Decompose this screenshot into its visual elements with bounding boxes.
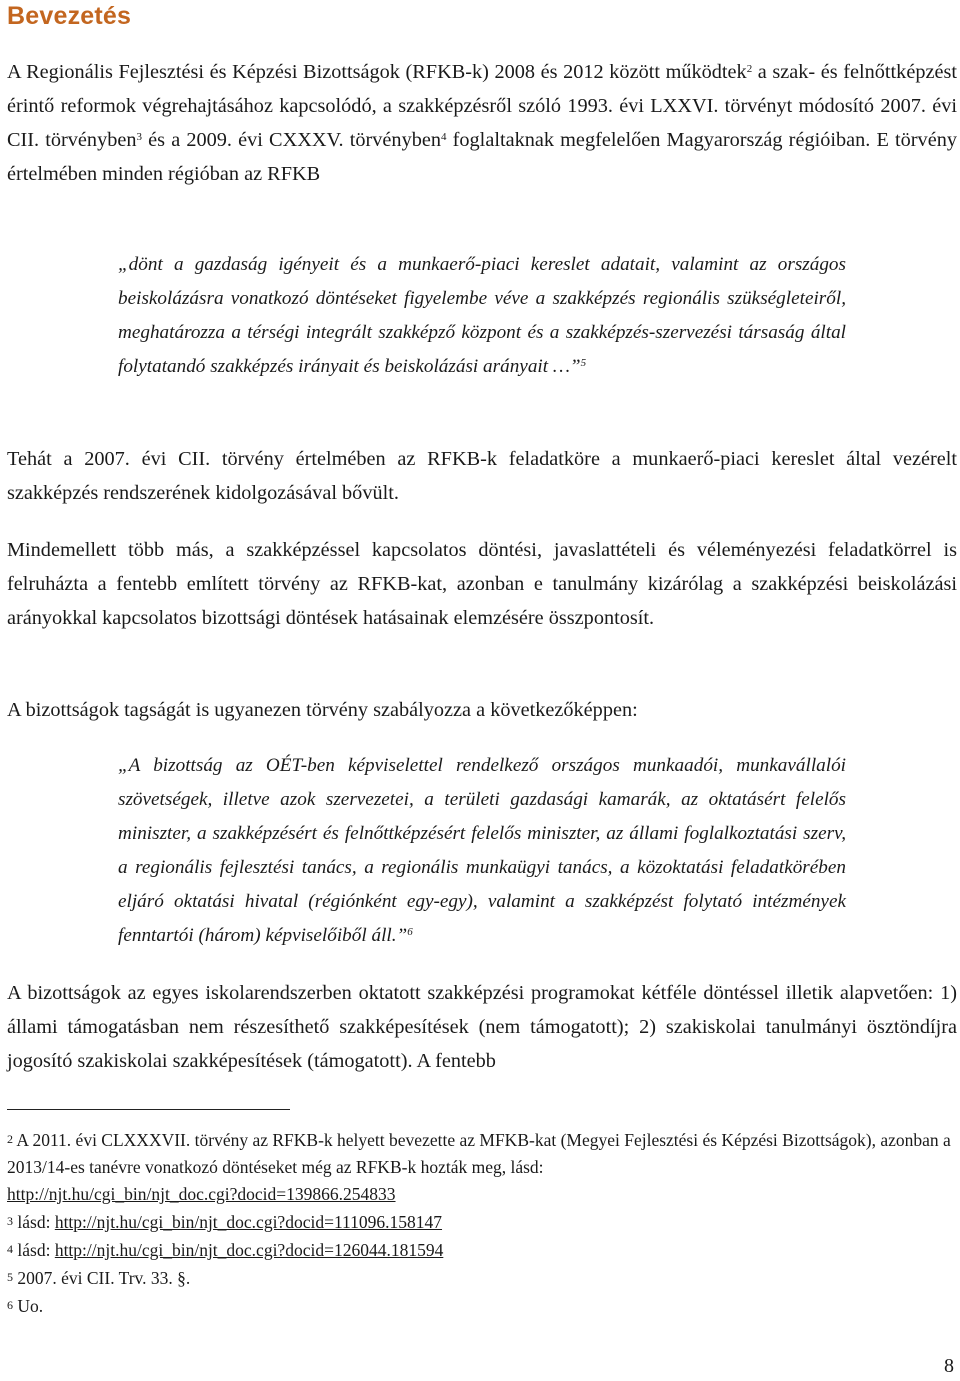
paragraph-2: Tehát a 2007. évi CII. törvény értelmében az RFKB-k feladatköre a munkaerő-piaci kereslet által vezérelt szakképzés rendszerének kidolgozásával bővült. [7, 448, 957, 504]
footnote-number: 4 [7, 1242, 13, 1256]
footnote-number: 6 [7, 1298, 13, 1312]
section-heading: Bevezetés [7, 2, 132, 30]
intro-text-c: és a 2009. évi CXXXV. törvényben [142, 129, 441, 151]
page-number: 8 [944, 1355, 954, 1377]
footnote-ref-6[interactable]: 6 [407, 926, 413, 938]
footnote-text: A 2011. évi CLXXXVII. törvény az RFKB-k helyett bevezette az MFKB-kat (Megyei Fejlesztési és Képzési Bizottságok), azonban a 2013/14-es tanévre vonatkozó döntéseket még az RFKB-k hozták meg, lásd: [7, 1130, 951, 1177]
quote-2-text: „A bizottság az OÉT-ben képviselettel rendelkező országos munkaadói, munkavállalói szövetségek, illetve azok szervezetei, a területi gazdasági kamarák, az oktatásért felelős miniszter, a szakképzésért és felnőttképzésért felelős miniszter, az állami foglalkoztatási szerv, a regionális fejlesztési tanács, a regionális munkaügyi tanács, a közoktatási feladatkörében eljáró oktatási hivatal (régiónként egy-egy), valamint a szakképzést folytató intézmények fenntartói (három) képviselőiből áll.” [118, 755, 846, 946]
paragraph-4: A bizottságok tagságát is ugyanezen törvény szabályozza a következőképpen: [7, 699, 638, 721]
footnote-link[interactable]: http://njt.hu/cgi_bin/njt_doc.cgi?docid=139866.254833 [7, 1184, 396, 1204]
quote-1-text: „dönt a gazdaság igényeit és a munkaerő-piaci kereslet adatait, valamint az országos beiskolázásra vonatkozó döntéseket figyelembe véve a szakképzés regionális szükségleteiről, meghatározza a térségi integrált szakképző központ és a szakképzés-szervezési társaság által folytatandó szakképzés irányait és beiskolázási arányait …” [118, 254, 846, 377]
footnote-text: 2007. évi CII. Trv. 33. §. [13, 1268, 191, 1288]
footnote-number: 2 [7, 1132, 13, 1146]
footnote-link[interactable]: http://njt.hu/cgi_bin/njt_doc.cgi?docid=126044.181594 [54, 1240, 444, 1260]
intro-text-b: a szak- és felnőttképzést érintő reformok végrehajtásához kapcsolódó, a szakképzésről szóló 1993. évi LXXVI. törvényt módosító 2007. évi CII. törvényben [7, 61, 957, 151]
footnote-ref-4[interactable]: 4 [441, 131, 447, 143]
footnote-3 [7, 1208, 957, 1236]
footnote-6 [7, 1292, 957, 1320]
footnote-5 [7, 1264, 957, 1292]
footnote-number: 5 [7, 1270, 13, 1284]
footnotes [7, 1126, 957, 1320]
footnote-ref-2[interactable]: 2 [746, 63, 753, 75]
intro-text-d: foglaltaknak megfelelően Magyarország régióiban. E törvény értelmében minden régióban az RFKB [7, 129, 957, 185]
block-quote-2 [118, 749, 846, 953]
footnote-link[interactable]: http://njt.hu/cgi_bin/njt_doc.cgi?docid=111096.158147 [54, 1212, 443, 1232]
footnote-ref-5[interactable]: 5 [580, 357, 587, 369]
paragraph-intro [7, 55, 957, 191]
footnote-4 [7, 1236, 957, 1264]
intro-text-a: A Regionális Fejlesztési és Képzési Bizottságok (RFKB-k) 2008 és 2012 között működtek [7, 61, 747, 83]
paragraph-3: Mindemellett több más, a szakképzéssel kapcsolatos döntési, javaslattételi és véleményezési feladatkörrel is felruházta a fentebb említett törvény az RFKB-kat, azonban e tanulmány kizárólag a szakképzési beiskolázási arányokkal kapcsolatos bizottsági döntések hatásainak elemzésére összpontosít. [7, 539, 957, 629]
footnote-text: lásd: [13, 1240, 55, 1260]
footnote-number: 3 [7, 1214, 13, 1228]
footnote-ref-3[interactable]: 3 [136, 131, 142, 143]
footnote-text: Uo. [13, 1296, 44, 1316]
paragraph-5: A bizottságok az egyes iskolarendszerben oktatott szakképzési programokat kétféle döntéssel illetik alapvetően: 1) állami támogatásban nem részesíthető szakképesítések (nem támogatott); 2) szakiskolai tanulmányi ösztöndíjra jogosító szakiskolai szakképesítések (támogatott). A fentebb [7, 982, 957, 1072]
footnote-separator [7, 1109, 290, 1110]
footnote-2 [7, 1126, 957, 1208]
block-quote-1 [118, 248, 846, 384]
footnote-text: lásd: [13, 1212, 55, 1232]
